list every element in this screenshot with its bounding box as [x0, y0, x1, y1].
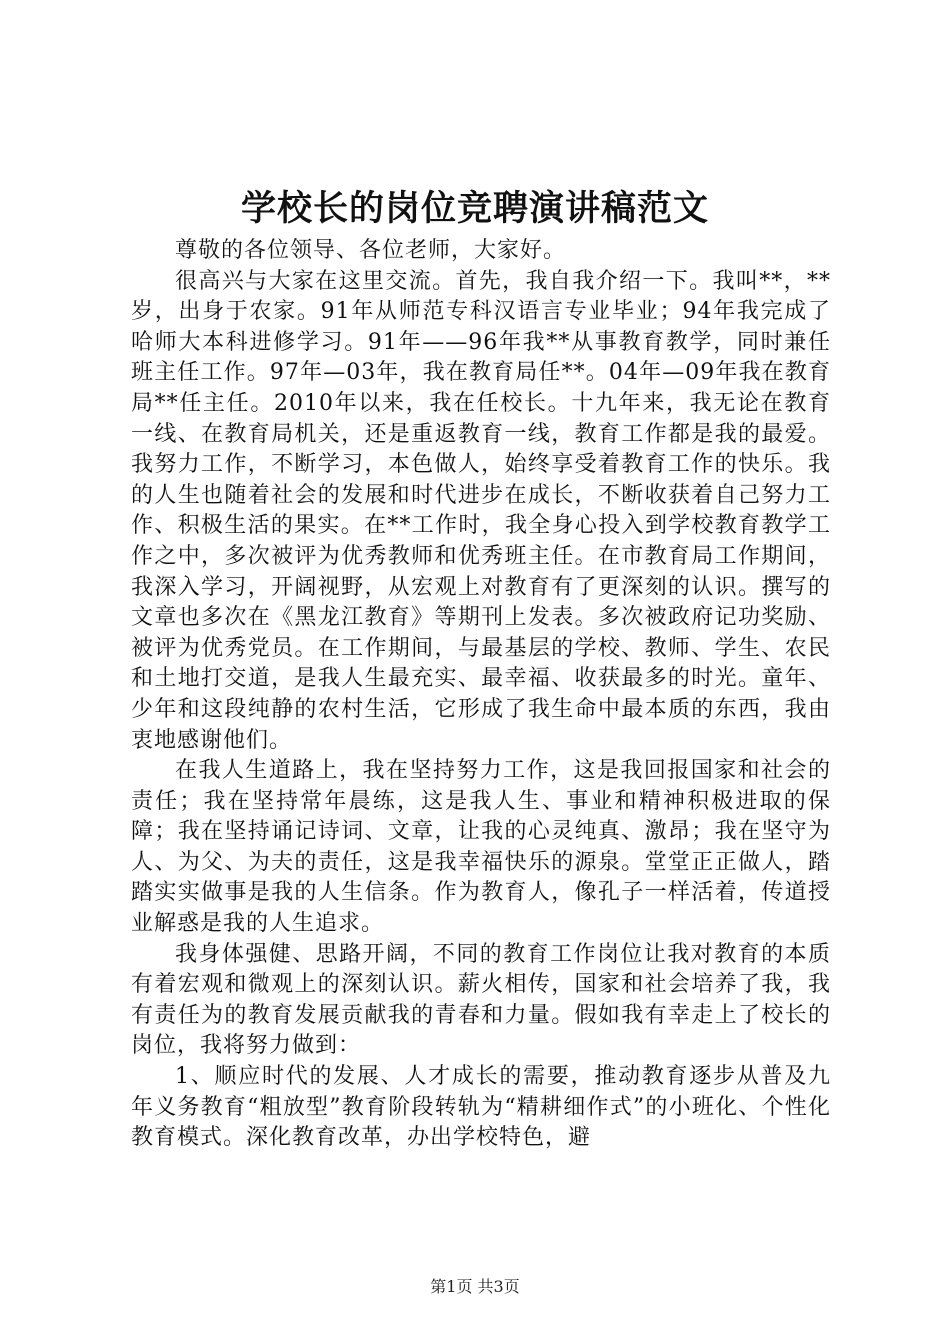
document-title: 学校长的岗位竞聘演讲稿范文 — [240, 188, 709, 229]
paragraph-commitment: 我身体强健、思路开阔，不同的教育工作岗位让我对教育的本质有着宏观和微观上的深刻认识。薪火相传，国家和社会培养了我，我有责任为的教育发展贡献我的青春和力量。假如我有幸走上了校长的岗位，我将努力做到： — [131, 941, 831, 1059]
paragraph-greeting: 尊敬的各位领导、各位老师，大家好。 — [175, 238, 567, 263]
paragraph-life-path: 在我人生道路上，我在坚持努力工作，这是我回报国家和社会的责任；我在坚持常年晨练，这是我人生、事业和精神积极进取的保障；我在坚持诵记诗词、文章，让我的心灵纯真、激昂；我在坚守为人、为父、为夫的责任，这是我幸福快乐的源泉。堂堂正正做人，踏踏实实做事是我的人生信条。作为教育人，像孔子一样活着，传道授业解惑是我的人生追求。 — [131, 758, 831, 937]
page-number-footer: 第1页 共3页 — [430, 1277, 520, 1296]
paragraph-point-1: 1、顺应时代的发展、人才成长的需要，推动教育逐步从普及九年义务教育“粗放型”教育阶段转轨为“精耕细作式”的小班化、个性化教育模式。深化教育改革，办出学校特色，避 — [131, 1064, 831, 1151]
document-body — [131, 236, 831, 1154]
paragraph-introduction: 很高兴与大家在这里交流。首先，我自我介绍一下。我叫**，**岁，出身于农家。91年从师范专科汉语言专业毕业；94年我完成了哈师大本科进修学习。91年——96年我**从事教育教学，同时兼任班主任工作。97年—03年，我在教育局任**。04年—09年我在教育局**任主任。2010年以来，我在任校长。十九年来，我无论在教育一线、在教育局机关，还是重返教育一线，教育工作都是我的最爱。我努力工作，不断学习，本色做人，始终享受着教育工作的快乐。我的人生也随着社会的发展和时代进步在成长，不断收获着自己努力工作、积极生活的果实。在**工作时，我全身心投入到学校教育教学工作之中，多次被评为优秀教师和优秀班主任。在市教育局工作期间，我深入学习，开阔视野，从宏观上对教育有了更深刻的认识。撰写的文章也多次在《黑龙江教育》等期刊上发表。多次被政府记功奖励、被评为优秀党员。在工作期间，与最基层的学校、教师、学生、农民和土地打交道，是我人生最充实、最幸福、收获最多的时光。童年、少年和这段纯静的农村生活，它形成了我生命中最本质的东西，我由衷地感谢他们。 — [131, 268, 831, 753]
